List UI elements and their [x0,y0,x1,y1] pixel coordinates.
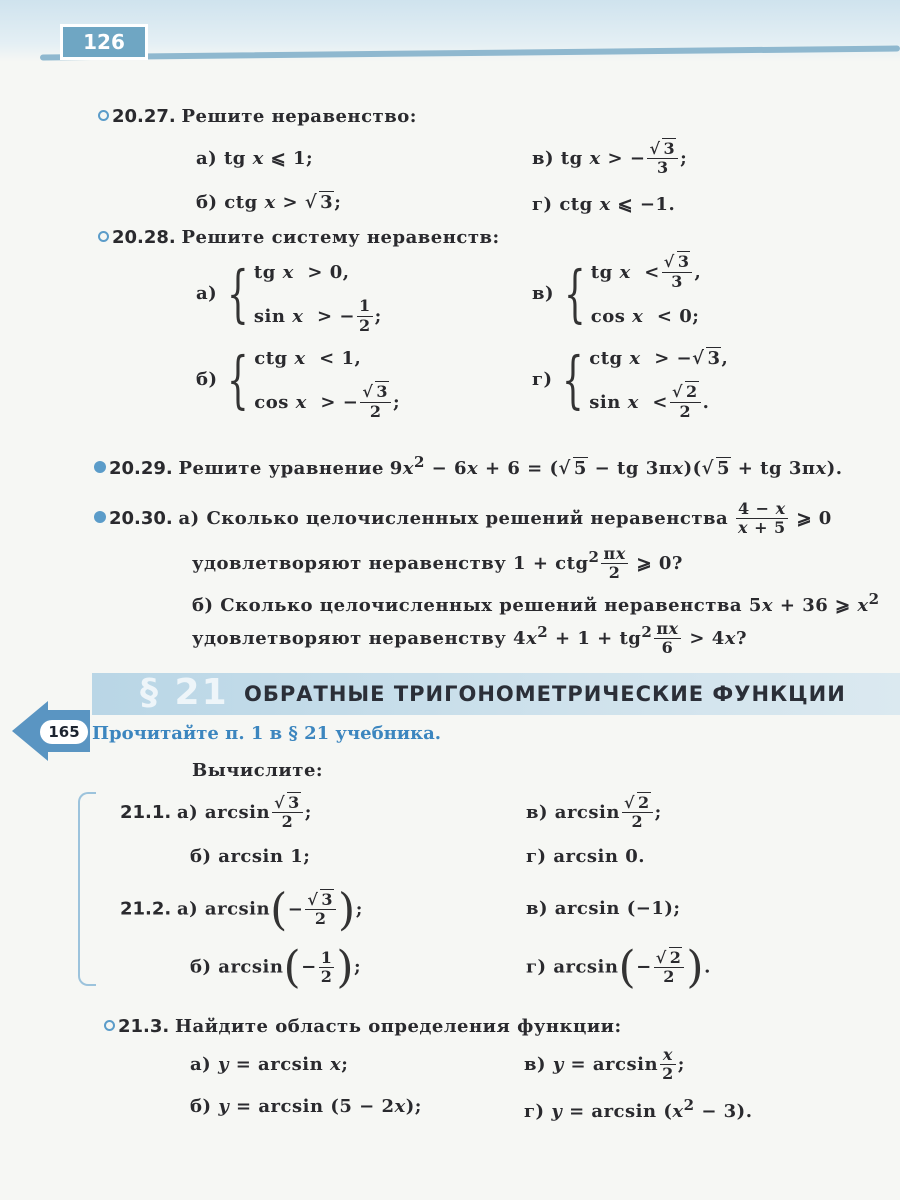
filled-marker-icon [94,461,106,473]
problem-task: Решите неравенство: [181,106,417,127]
problem-21-3-v: в) y = arcsin $\frac{x}{2}$ ; [524,1045,685,1084]
problem-20-28-header: 20.28. Решите систему неравенств: [98,227,500,248]
item-v: в) tg x > − $\frac{√ 3}{3}$ ; [532,139,688,178]
page-ref-label: 165 [40,720,88,744]
problem-20-30-a: 20.30. а) Сколько целочисленных решений неравенства $\frac{4 - x}{x + 5}$ ⩾ 0 [94,500,832,538]
item-g: г) ctg x ⩽ −1. [532,194,676,215]
section-sign: § 21 [140,672,229,713]
circle-marker-icon [98,110,109,121]
problem-20-30-b1: б) Сколько целочисленных решений неравенства 5x + 36 ⩾ $x^2$ [192,590,880,616]
problem-20-27-header [98,106,417,127]
problem-21-2-b: б) arcsin(− $\frac{1}{2}$ ); [190,942,362,993]
circle-marker-icon [98,231,109,242]
problem-21-2-a: 21.2. а) arcsin(− $\frac{√ 3}{2}$ ); [120,884,363,935]
item-a: а) tg x ⩽ 1; [196,148,314,169]
read-note: Прочитайте п. 1 в § 21 учебника. [92,723,442,744]
problem-21-1-b: б) arcsin 1; [190,846,311,867]
problem-21-2-g: г) arcsin(− $\frac{√ 2}{2}$ ). [526,942,711,993]
problem-number: 20.27. [112,106,176,127]
group-bracket [78,792,96,986]
system-g: г) { ctg x > −√ 3 , sin x < $\frac{√ 2}{2}$ . [532,343,729,421]
problem-21-3-a: а) y = arcsin x; [190,1054,349,1075]
system-a: а) { tg x > 0, sin x > − $\frac{1}{2}$ ; [196,257,382,335]
item-b: б) ctg x > √ 3; [196,192,342,213]
system-b: б) { ctg x < 1, cos x > − $\frac{√ 3}{2}$ ; [196,343,401,421]
problem-20-30-b2: удовлетворяют неравенству $4x^2 + 1 + tg^2$ $\frac{\pi x}{6}$ > 4x? [192,619,748,658]
problem-21-3-header: 21.3. Найдите область определения функции: [104,1016,622,1037]
calc-heading: Вычислите: [192,760,324,781]
problem-20-29: 20.29. Решите уравнение $9x^2 - 6x + 6$ = (√ 5 − tg 3πx)(√ 5 + tg 3πx). [94,453,843,479]
system-v: в) { tg x < $\frac{√ 3}{3}$ , cos x < 0; [532,252,702,330]
circle-marker-icon [104,1020,115,1031]
problem-21-3-g: г) $y = \arcsin (x^2 - 3)$. [524,1096,753,1122]
problem-20-30-a2: удовлетворяют неравенству 1 + ctg$^2$ $\frac{\pi x}{2}$ ⩾ 0? [192,544,683,583]
problem-21-1-v: в) arcsin $\frac{√ 2}{2}$ ; [526,793,662,832]
problem-21-2-v: в) arcsin (−1); [526,898,681,919]
section-title: ОБРАТНЫЕ ТРИГОНОМЕТРИЧЕСКИЕ ФУНКЦИИ [244,682,846,706]
filled-marker-icon [94,511,106,523]
problem-21-1-g: г) arcsin 0. [526,846,646,867]
problem-21-3-b: б) y = arcsin (5 − 2x); [190,1096,422,1117]
problem-21-1-a: 21.1. а) arcsin $\frac{√ 3}{2}$ ; [120,793,312,832]
page-number: 126 [60,24,148,60]
